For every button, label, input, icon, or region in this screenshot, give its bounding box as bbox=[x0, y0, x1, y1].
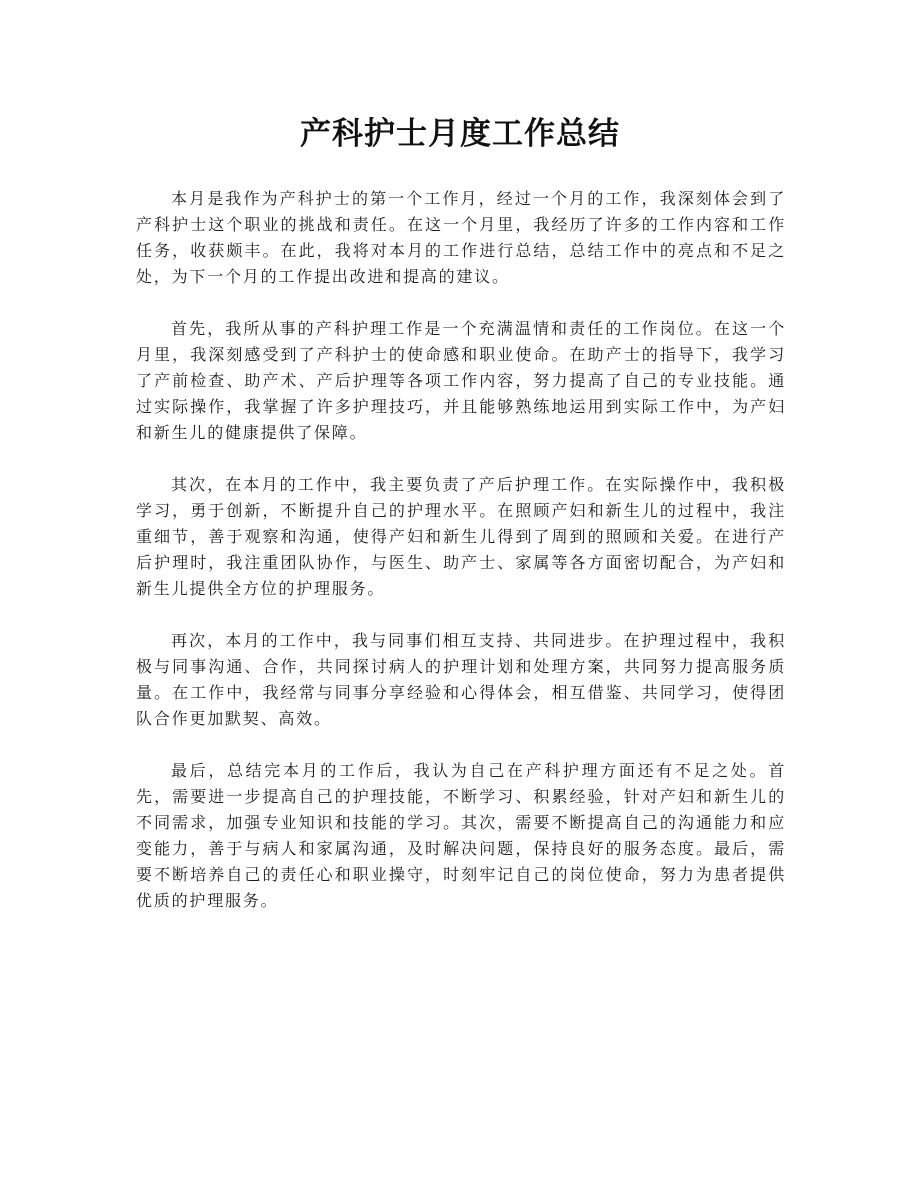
paragraph-5: 最后，总结完本月的工作后，我认为自己在产科护理方面还有不足之处。首先，需要进一步提高自己的护理技能，不断学习、积累经验，针对产妇和新生儿的不同需求，加强专业知识和技能的学习。其次，需要不断提高自己的沟通能力和应变能力，善于与病人和家属沟通，及时解决问题，保持良好的服务态度。最后，需要不断培养自己的责任心和职业操守，时刻牢记自己的岗位使命，努力为患者提供优质的护理服务。 bbox=[136, 761, 786, 910]
paragraph-2: 首先，我所从事的产科护理工作是一个充满温情和责任的工作岗位。在这一个月里，我深刻感受到了产科护士的使命感和职业使命。在助产士的指导下，我学习了产前检查、助产术、产后护理等各项工作内容，努力提高了自己的专业技能。通过实际操作，我掌握了许多护理技巧，并且能够熟练地运用到实际工作中，为产妇和新生儿的健康提供了保障。 bbox=[136, 319, 786, 442]
document-body bbox=[136, 186, 786, 940]
paragraph-4: 再次，本月的工作中，我与同事们相互支持、共同进步。在护理过程中，我积极与同事沟通、合作，共同探讨病人的护理计划和处理方案，共同努力提高服务质量。在工作中，我经常与同事分享经验和心得体会，相互借鉴、共同学习，使得团队合作更加默契、高效。 bbox=[136, 631, 786, 728]
paragraph-3: 其次，在本月的工作中，我主要负责了产后护理工作。在实际操作中，我积极学习，勇于创新，不断提升自己的护理水平。在照顾产妇和新生儿的过程中，我注重细节，善于观察和沟通，使得产妇和新生儿得到了周到的照顾和关爱。在进行产后护理时，我注重团队协作，与医生、助产士、家属等各方面密切配合，为产妇和新生儿提供全方位的护理服务。 bbox=[136, 475, 786, 598]
document-title: 产科护士月度工作总结 bbox=[300, 116, 620, 152]
paragraph-1: 本月是我作为产科护士的第一个工作月，经过一个月的工作，我深刻体会到了产科护士这个职业的挑战和责任。在这一个月里，我经历了许多的工作内容和工作任务，收获颇丰。在此，我将对本月的工作进行总结，总结工作中的亮点和不足之处，为下一个月的工作提出改进和提高的建议。 bbox=[136, 189, 786, 286]
